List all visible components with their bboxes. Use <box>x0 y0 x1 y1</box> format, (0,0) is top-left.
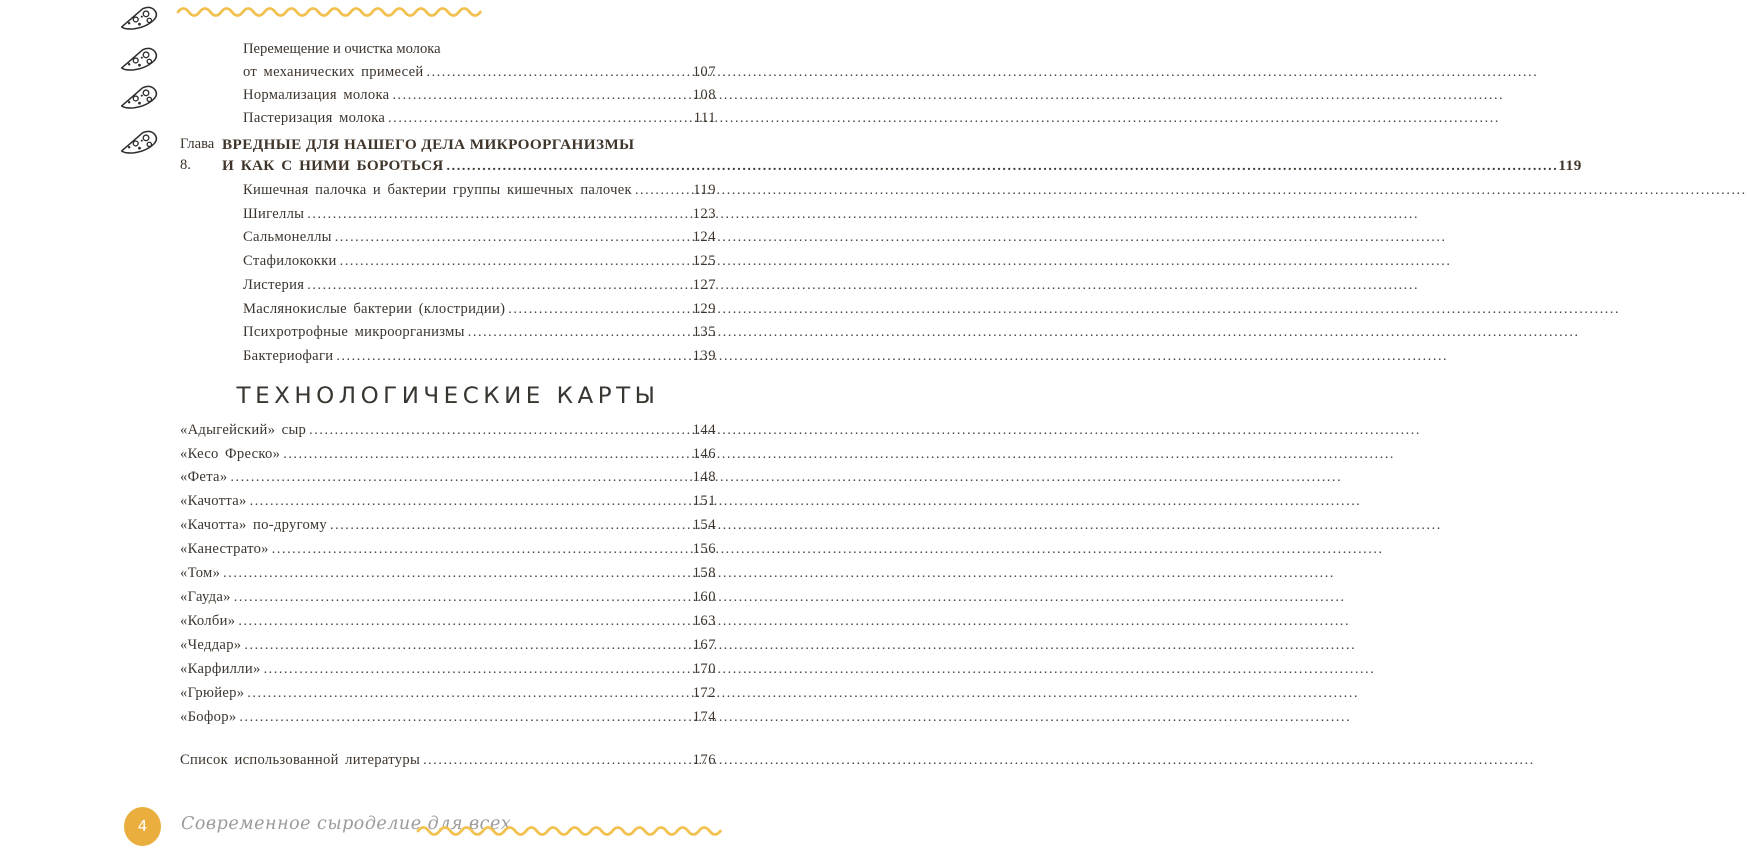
dot-leader <box>505 298 692 322</box>
toc-chapter-8 <box>180 134 1582 177</box>
toc-entry-title: Стафилококки <box>243 253 337 270</box>
toc-entry-title: Маслянокислые бактерии (клостридии) <box>243 300 506 317</box>
toc-page-number: 148 <box>692 469 716 486</box>
toc-entry-title: Психротрофные микроорганизмы <box>243 324 465 341</box>
toc-entry-title: «Том» <box>180 565 221 582</box>
dot-leader <box>236 706 692 730</box>
chapter-title-line1: ВРЕДНЫЕ ДЛЯ НАШЕГО ДЕЛА МИКРООРГАНИЗМЫ <box>222 136 635 153</box>
dot-leader <box>385 107 694 130</box>
toc-entry <box>243 298 716 322</box>
toc-entry-title: Нормализация молока <box>243 87 390 103</box>
toc-entry-title: Бактериофаги <box>243 347 334 364</box>
toc-entry <box>180 610 716 634</box>
toc-entry-title: «Кесо Фреско» <box>180 445 281 462</box>
toc-entry-title: «Канестрато» <box>180 541 269 558</box>
toc-entry-title: Кишечная палочка и бактерии группы кишечных палочек <box>243 182 632 198</box>
dot-leader <box>304 274 692 298</box>
cheese-wedge-icon <box>117 4 161 34</box>
dot-leader <box>306 419 692 443</box>
toc-entry <box>243 61 716 84</box>
toc-entry-title: от механических примесей <box>243 64 424 80</box>
toc-page-number: 107 <box>692 64 716 80</box>
dot-leader <box>333 345 692 369</box>
toc-entry <box>243 274 716 298</box>
toc-page-number: 111 <box>693 110 716 126</box>
cheese-wedge-icon <box>117 128 161 158</box>
toc-entry <box>180 514 716 538</box>
toc-entry-title: «Колби» <box>180 612 236 629</box>
toc-entry-title: Листерия <box>243 276 305 293</box>
toc-page-number: 176 <box>692 752 716 769</box>
dot-leader <box>241 634 692 658</box>
toc-page-number: 154 <box>692 517 716 534</box>
toc-entry <box>180 538 716 562</box>
toc-entry-title: Сальмонеллы <box>243 229 332 246</box>
toc-entry-title: Пастеризация молока <box>243 110 386 126</box>
toc-entry-title: «Чеддар» <box>180 636 242 653</box>
toc-entry <box>243 84 716 107</box>
dot-leader <box>424 61 693 84</box>
toc-page-number: 127 <box>692 276 716 293</box>
toc-page-number: 174 <box>692 708 716 725</box>
toc-entry-title: «Гауда» <box>180 588 231 605</box>
toc-entry-title: Шигеллы <box>243 205 305 222</box>
toc-page-number: 139 <box>692 347 716 364</box>
toc-page-number: 167 <box>692 636 716 653</box>
toc-entry <box>243 203 716 227</box>
chapter-label: Глава 8. <box>180 136 215 173</box>
toc-entry-title: Перемещение и очистка молока <box>243 41 441 57</box>
toc-page-number: 123 <box>692 205 716 222</box>
page-number-badge: 4 <box>124 807 161 846</box>
cheese-wedge-icon <box>117 45 161 75</box>
toc-page-number: 119 <box>1558 157 1582 174</box>
toc-entry <box>243 250 716 274</box>
toc-page-number: 151 <box>692 493 716 510</box>
toc-page-number: 135 <box>692 324 716 341</box>
toc-entry <box>243 226 716 250</box>
toc-entry <box>180 749 716 773</box>
toc-entry-title: «Качотта» по-другому <box>180 517 327 534</box>
toc-entry <box>180 586 716 610</box>
toc-page-number: 144 <box>692 421 716 438</box>
toc-page-number: 172 <box>692 684 716 701</box>
dot-leader <box>231 586 693 610</box>
toc-page-number: 129 <box>692 300 716 317</box>
dot-leader <box>420 749 693 773</box>
toc-chapter-8-items <box>243 179 716 369</box>
header-wave <box>176 3 482 19</box>
dot-leader <box>327 514 693 538</box>
dot-leader <box>304 203 692 227</box>
toc-entry <box>180 419 716 443</box>
toc-entry-title: Список использованной литературы <box>180 752 421 769</box>
dot-leader <box>444 155 1559 177</box>
section-heading: ТЕХНОЛОГИЧЕСКИЕ КАРТЫ <box>236 383 660 409</box>
toc-entry-title: «Фета» <box>180 469 228 486</box>
dot-leader <box>227 466 692 490</box>
toc-page-number: 160 <box>692 588 716 605</box>
toc-page-number: 124 <box>692 229 716 246</box>
dot-leader <box>244 682 692 706</box>
dot-leader <box>389 84 692 107</box>
dot-leader <box>632 179 693 203</box>
footer-wave <box>416 822 722 838</box>
toc-entry-title: «Грюйер» <box>180 684 245 701</box>
dot-leader <box>280 443 692 467</box>
toc-page-number: 119 <box>693 182 716 198</box>
toc-entry <box>180 443 716 467</box>
dot-leader <box>332 226 693 250</box>
toc-page-number: 125 <box>692 253 716 270</box>
toc-page-number: 163 <box>692 612 716 629</box>
dot-leader <box>465 321 693 345</box>
toc-entry-title: «Карфилли» <box>180 660 261 677</box>
toc-entry <box>180 634 716 658</box>
chapter-title-line2: И КАК С НИМИ БОРОТЬСЯ <box>222 157 444 174</box>
toc-entry <box>180 490 716 514</box>
toc-page-number: 158 <box>692 565 716 582</box>
toc-entry <box>180 682 716 706</box>
dot-leader <box>337 250 693 274</box>
dot-leader <box>235 610 692 634</box>
toc-part1 <box>243 38 716 130</box>
toc-entry-title: «Качотта» <box>180 493 247 510</box>
toc-entry-title: «Бофор» <box>180 708 237 725</box>
toc-entry <box>180 562 716 586</box>
toc-entry <box>243 107 716 130</box>
dot-leader <box>220 562 692 586</box>
toc-tech-cards <box>180 419 716 730</box>
dot-leader <box>261 658 693 682</box>
toc-entry <box>180 466 716 490</box>
toc-page-number: 170 <box>692 660 716 677</box>
toc-entry <box>180 706 716 730</box>
toc-entry <box>222 155 1582 177</box>
toc-entry <box>180 658 716 682</box>
toc-entry <box>243 179 716 203</box>
toc-entry-title: «Адыгейский» сыр <box>180 421 307 438</box>
toc-bibliography <box>180 749 716 773</box>
book-title: Современное сыроделие для всех <box>181 814 512 834</box>
toc-page-number: 156 <box>692 541 716 558</box>
table-of-contents <box>180 38 1582 773</box>
toc-page-number: 146 <box>692 445 716 462</box>
cheese-wedge-icon <box>117 83 161 113</box>
toc-entry <box>243 321 716 345</box>
dot-leader <box>247 490 693 514</box>
toc-page-number: 108 <box>692 87 716 103</box>
toc-entry <box>243 345 716 369</box>
dot-leader <box>269 538 693 562</box>
